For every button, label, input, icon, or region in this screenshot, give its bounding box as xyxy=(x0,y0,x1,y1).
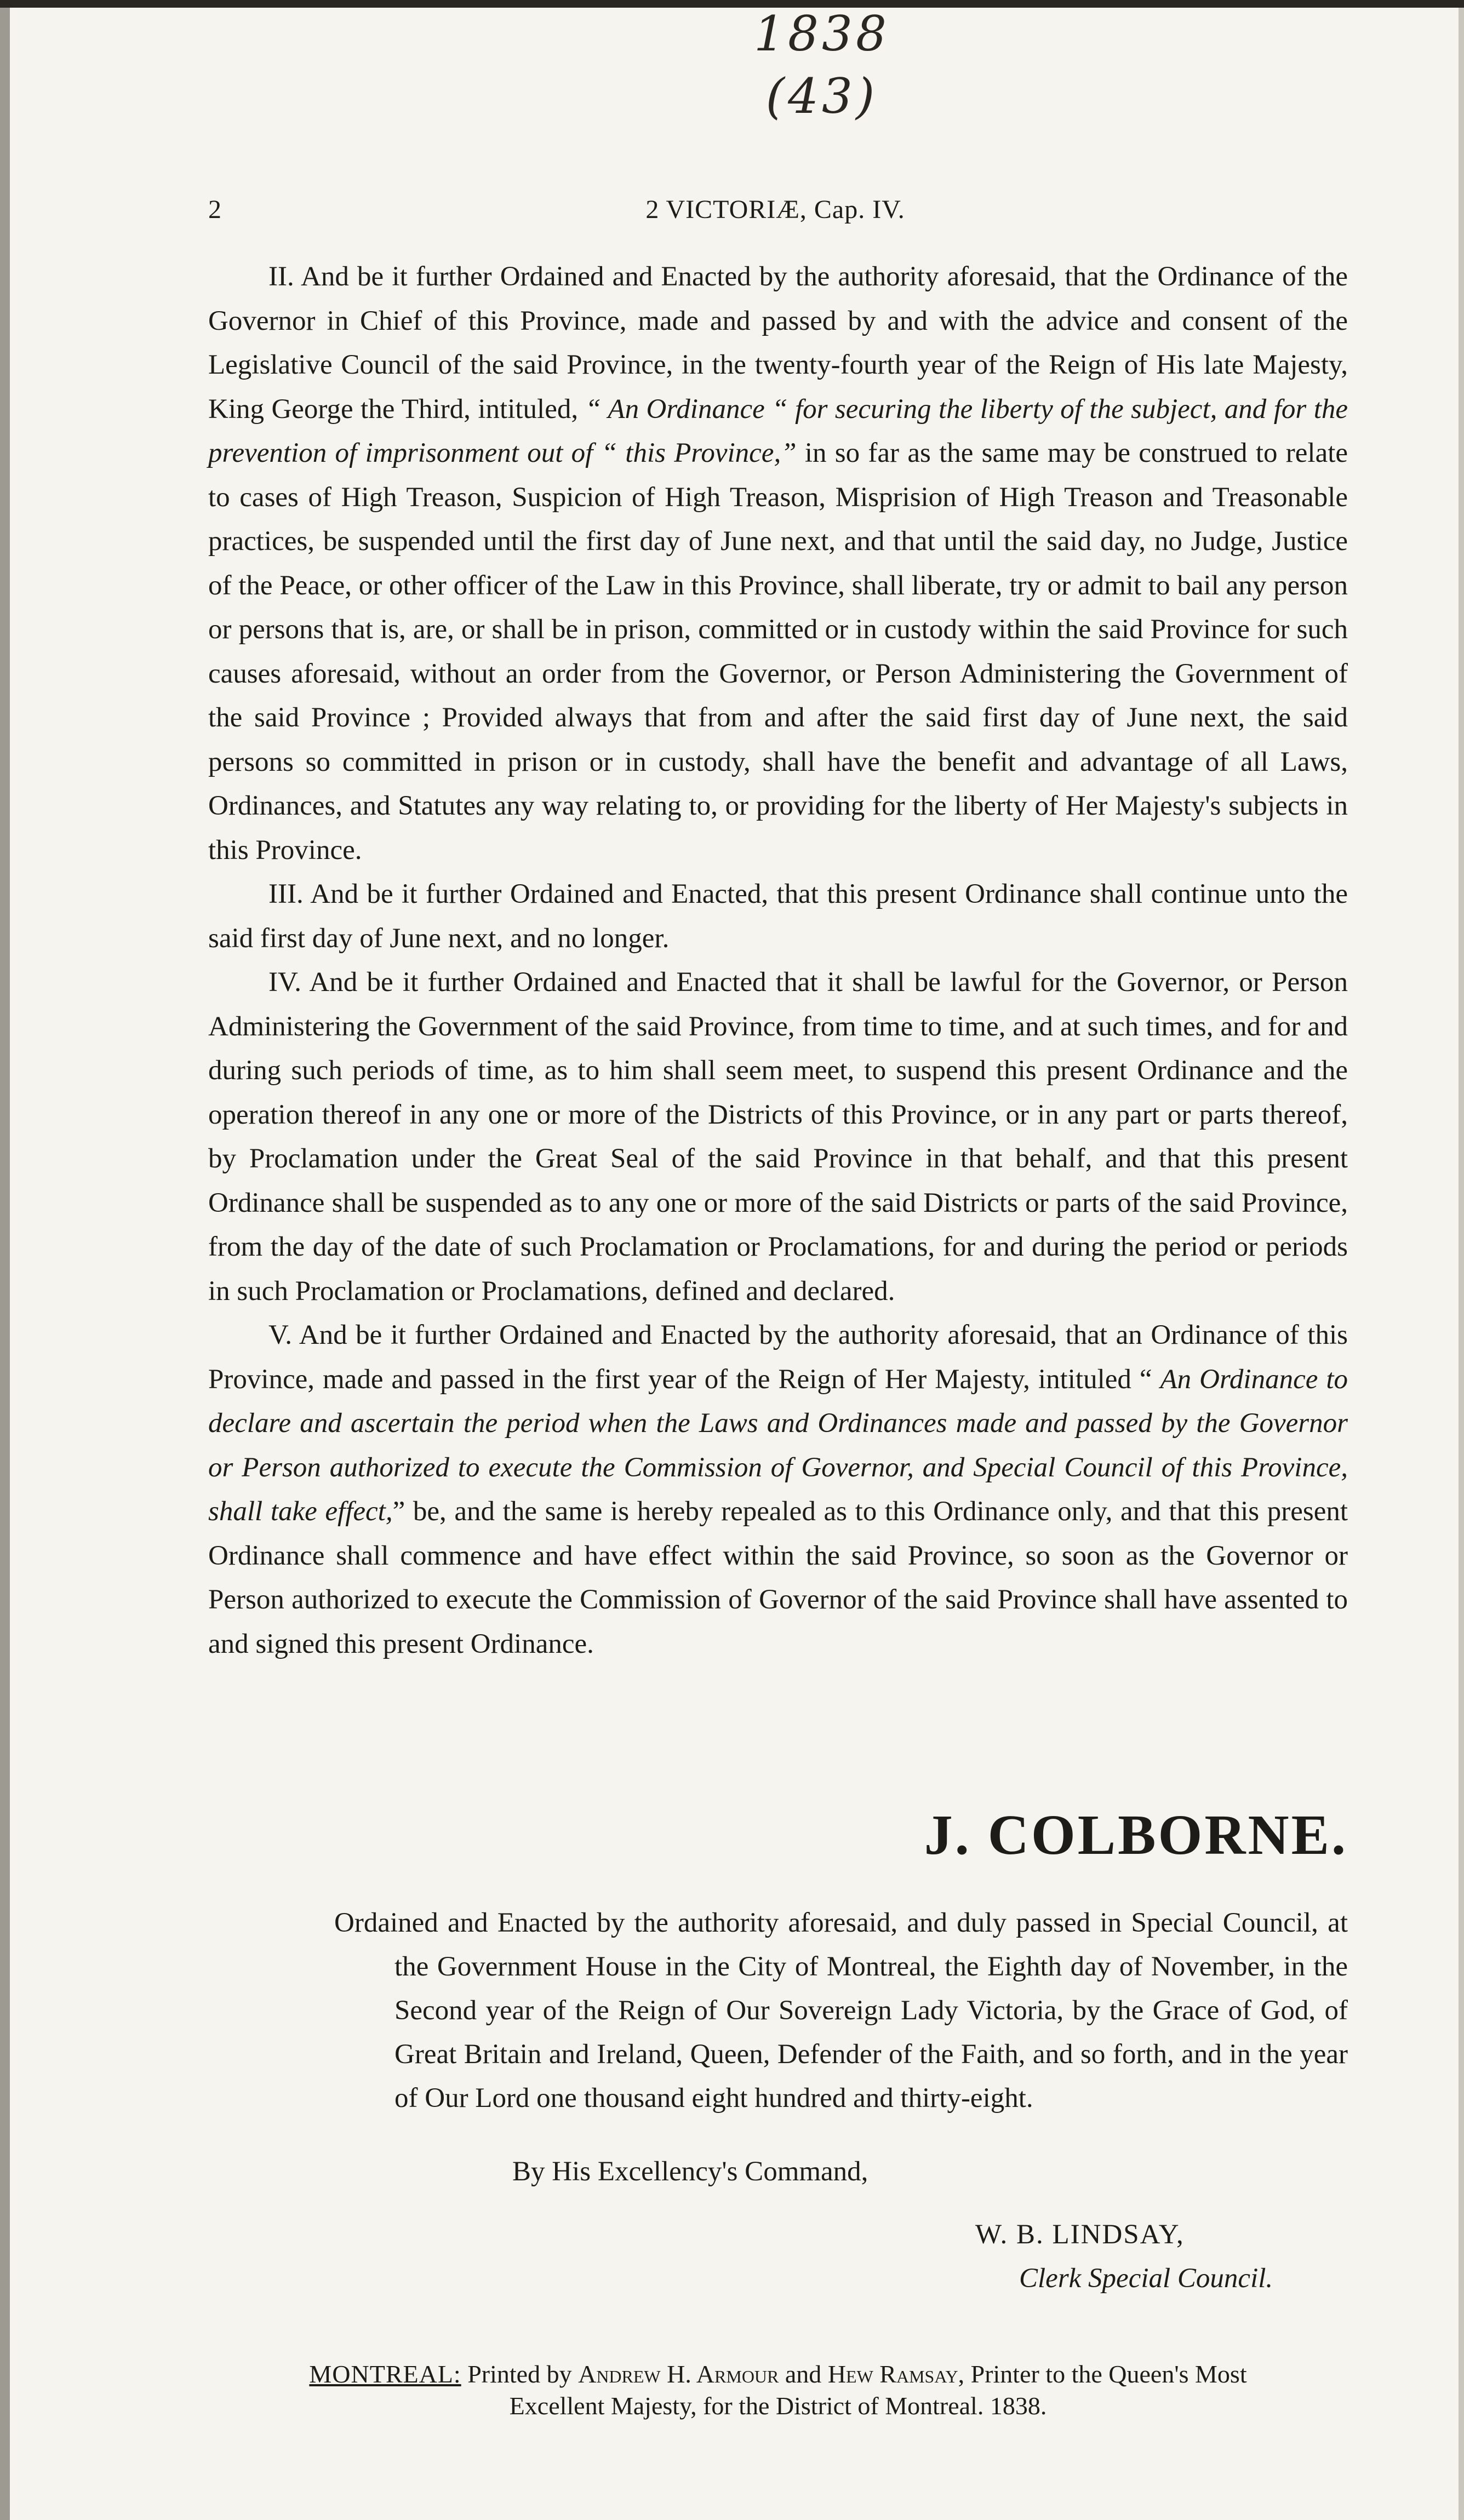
scan-right-edge xyxy=(1459,8,1464,2520)
section-v-ordinance-title: An Ordinance to declare and ascertain the period when the Laws and Ordinances made and passed by the Governor or Person authorized to execute the Commission of Governor, and Special Council of this Province, shall take effect, xyxy=(208,1364,1348,1527)
printer-imprint xyxy=(208,2358,1348,2422)
scan-left-edge xyxy=(0,8,10,2520)
section-v-text-a: V. And be it further Ordained and Enacted by the authority aforesaid, that an Ordinance of this Province, made and passed in the first year of the Reign of Her Majesty, intituled “ xyxy=(208,1320,1348,1395)
section-ii-text-b: in so far as the same may be construed to relate to cases of High Treason, Suspicion of High Treason, Misprision of High Treason and Treasonable practices, be suspended until the first day of June next, and that until the said day, no Judge, Justice of the Peace, or other officer of the Law in this Province, shall liberate, try or admit to bail any person or persons that is, are, or shall be in prison, committed or in custody within the said Province for such causes aforesaid, without an order from the Governor, or Person Administering the Government of the said Province ; Provided always that from and after the said first day of June next, the said persons so committed in prison or in custody, shall have the benefit and advantage of all Laws, Ordinances, and Statutes any way relating to, or providing for the liberty of Her Majesty's subjects in this Province. xyxy=(208,438,1348,866)
section-iv xyxy=(208,960,1348,1313)
imprint-line-1 xyxy=(208,2358,1348,2390)
imprint-printed-by: Printed by xyxy=(467,2360,572,2388)
page-number: 2 xyxy=(208,195,221,224)
section-iii xyxy=(208,872,1348,960)
section-iv-text: IV. And be it further Ordained and Enacted that it shall be lawful for the Governor, or Person Administering the Government of the said Province, from time to time, and at such times, and for and during such periods of time, as to him shall seem meet, to suspend this present Ordinance and the operation thereof in any one or more of the Districts of this Province, or in any part or parts thereof, by Proclamation under the Great Seal of the said Province in that behalf, and that this present Ordinance shall be suspended as to any one or more of the said Districts or parts of the said Province, from the day of the date of such Proclamation or Proclamations, for and during the period or periods in such Proclamation or Proclamations, defined and declared. xyxy=(208,967,1348,1307)
section-ii-ordinance-title: “ An Ordinance “ for securing the liberty of the subject, and for the prevention of imprisonment out of “ this Province,” xyxy=(208,393,1348,468)
imprint-rest-2: Excellent Majesty, for the District of Montreal. xyxy=(509,2392,984,2420)
page-header xyxy=(208,194,1342,244)
enactment-text: Ordained and Enacted by the authority aforesaid, and duly passed in Special Council, at the Government House in the City of Montreal, the Eighth day of November, in the Second year of the Reign of Our Sovereign Lady Victoria, by the Grace of God, of Great Britain and Ireland, Queen, Defender of the Faith, and so forth, and in the year of Our Lord one thousand eight hundred and thirty-eight. xyxy=(334,1908,1348,2114)
governor-signature: J. COLBORNE. xyxy=(924,1803,1348,1866)
command-line: By His Excellency's Command, xyxy=(512,2156,868,2187)
imprint-printer-1: Andrew H. Armour xyxy=(578,2360,779,2388)
clerk-name: W. B. LINDSAY, xyxy=(975,2219,1185,2250)
running-title: 2 VICTORIÆ, Cap. IV. xyxy=(645,195,905,224)
section-ii xyxy=(208,255,1348,872)
imprint-line-2 xyxy=(208,2390,1348,2422)
handwritten-number: (43) xyxy=(765,68,878,124)
section-iii-text: III. And be it further Ordained and Enacted, that this present Ordinance shall continue unto the said first day of June next, and no longer. xyxy=(208,879,1348,954)
imprint-conjunction: and xyxy=(785,2360,822,2388)
section-v xyxy=(208,1313,1348,1666)
imprint-printer-2: Hew Ramsay, xyxy=(827,2360,965,2388)
enactment-clause xyxy=(334,1901,1348,2120)
imprint-year: 1838. xyxy=(990,2392,1047,2420)
section-ii-text-a: II. And be it further Ordained and Enacted by the authority aforesaid, that the Ordinance of the Governor in Chief of this Province, made and passed by and with the advice and consent of the Legislative Council of the said Province, in the twenty-fourth year of the Reign of His late Majesty, King George the Third, intituled, xyxy=(208,261,1348,425)
imprint-place: MONTREAL: xyxy=(309,2360,461,2388)
ordinance-body xyxy=(208,255,1348,1666)
imprint-rest-1: Printer to the Queen's Most xyxy=(970,2360,1247,2388)
handwritten-year: 1838 xyxy=(754,5,890,62)
clerk-title: Clerk Special Council. xyxy=(1019,2263,1273,2294)
section-v-text-b: ” be, and the same is hereby repealed as to this Ordinance only, and that this present Ordinance shall commence and have effect within the said Province, so soon as the Governor or Person authorized to execute the Commission of Governor of the said Province shall have assented to and signed this present Ordinance. xyxy=(208,1496,1348,1659)
